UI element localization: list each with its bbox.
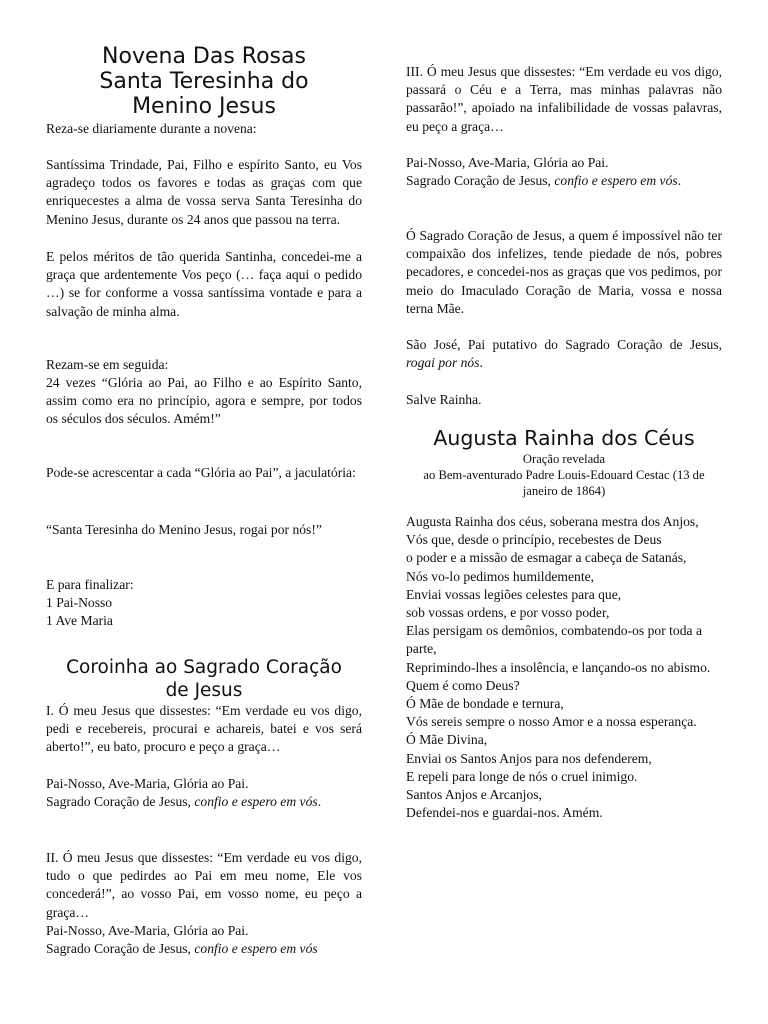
novena-title-line: Novena Das Rosas [102,44,306,69]
augusta-subtitle-2: ao Bem-aventurado Padre Louis-Edouard Cestac (13 de janeiro de 1864) [423,468,705,498]
augusta-subtitle-1: Oração revelada [522,452,606,466]
finish-item-2: 1 Ave Maria [46,613,113,628]
coroinha-item-2-prayers: Pai-Nosso, Ave-Maria, Glória ao Pai. [46,923,249,938]
augusta-line: Nós vo-lo pedimos humildemente, [406,568,595,584]
novena-title-line: Santa Teresinha do [99,69,309,94]
augusta-prayer [406,513,722,822]
augusta-line: Ó Mãe Divina, [406,732,488,748]
augusta-line: Vós que, desde o princípio, recebestes de Deus [406,532,662,548]
augusta-line: E repeli para longe de nós o cruel inimigo. [406,768,638,784]
augusta-line: Elas persigam os demônios, combatendo-os por toda a parte, [406,623,702,657]
coroinha-title-line: de Jesus [165,680,243,701]
augusta-line: Enviai os Santos Anjos para nos defenderem, [406,750,652,766]
augusta-line: o poder e a missão de esmagar a cabeça de Satanás, [406,550,687,566]
add-text: Pode-se acrescentar a cada “Glória ao Pai”, a jaculatória: [46,465,356,480]
coroinha-item-3-heart: Sagrado Coração de Jesus, confio e espero em vós. [406,173,682,188]
novena-title-line: Menino Jesus [132,94,276,119]
augusta-line: Quem é como Deus? [406,677,520,693]
coroinha-item-3-prayers: Pai-Nosso, Ave-Maria, Glória ao Pai. [406,155,609,170]
novena-title [46,44,362,119]
coroinha-item-1-heart: Sagrado Coração de Jesus, confio e espero em vós. [46,794,322,809]
sacred-heart-prayer: Ó Sagrado Coração de Jesus, a quem é impossível não ter compaixão dos infelizes, tende piedade de nós, pobres pecadores, e concedei-nos as graças que vos pedimos, por meio do Imaculado Coração de Maria, vossa e nossa terna Mãe. [406,228,722,316]
augusta-line: Vós sereis sempre o nosso Amor e a nossa esperança. [406,714,697,730]
salve-rainha: Salve Rainha. [406,392,482,407]
sao-jose-prayer: São José, Pai putativo do Sagrado Coração de Jesus, rogai por nós. [406,337,722,371]
coroinha-item-3: III. Ó meu Jesus que dissestes: “Em verdade eu vos digo, passará o Céu e a Terra, mas minhas palavras não passarão!”, apoiado na infalibilidade de vossas palavras, eu peço a graça… [406,64,722,134]
coroinha-item-2: II. Ó meu Jesus que dissestes: “Em verdade eu vos digo, tudo o que pedirdes ao Pai em meu nome, Ele vos concederá!”, ao vosso Pai, em vosso nome, eu peço a graça… [46,850,362,920]
novena-prayer-1: Santíssima Trindade, Pai, Filho e espírito Santo, eu Vos agradeço todos os favores e todas as graças com que enriquecestes a alma de vossa serva Santa Teresinha do Menino Jesus, durante os 24 anos que passou na terra. [46,157,362,227]
finish-item-1: 1 Pai-Nosso [46,595,113,610]
finish-label: E para finalizar: [46,577,134,592]
follow-text: 24 vezes “Glória ao Pai, ao Filho e ao Espírito Santo, assim como era no princípio, agora e sempre, por todos os séculos dos séculos. Amém!” [46,375,362,427]
novena-prayer-2: E pelos méritos de tão querida Santinha, concedei-me a graça que ardentemente Vos peço (… faça aqui o pedido …) se for conforme a vossa santíssima vontade e para a salvação de minha alma. [46,249,362,319]
follow-label: Rezam-se em seguida: [46,357,169,372]
augusta-line: Defendei-nos e guardai-nos. Amém. [406,805,603,821]
novena-intro: Reza-se diariamente durante a novena: [46,121,257,136]
augusta-line: sob vossas ordens, e por vosso poder, [406,605,610,621]
coroinha-item-1: I. Ó meu Jesus que dissestes: “Em verdade eu vos digo, pedi e recebereis, procurai e achareis, batei e vos será aberto!”, eu bato, procuro e peço a graça… [46,703,362,755]
jaculatory: “Santa Teresinha do Menino Jesus, rogai por nós!” [46,522,322,537]
coroinha-item-1-prayers: Pai-Nosso, Ave-Maria, Glória ao Pai. [46,776,249,791]
coroinha-item-2-heart: Sagrado Coração de Jesus, confio e espero em vós [46,941,318,956]
augusta-line: Augusta Rainha dos céus, soberana mestra dos Anjos, [406,514,699,529]
coroinha-title-line: Coroinha ao Sagrado Coração [66,657,342,678]
augusta-line: Enviai vossas legiões celestes para que, [406,586,622,602]
augusta-line: Santos Anjos e Arcanjos, [406,787,542,803]
augusta-line: Ó Mãe de bondade e ternura, [406,696,564,712]
augusta-title: Augusta Rainha dos Céus [433,426,695,450]
augusta-line: Reprimindo-lhes a insolência, e lançando-os no abismo. [406,659,711,675]
coroinha-title [46,656,362,702]
